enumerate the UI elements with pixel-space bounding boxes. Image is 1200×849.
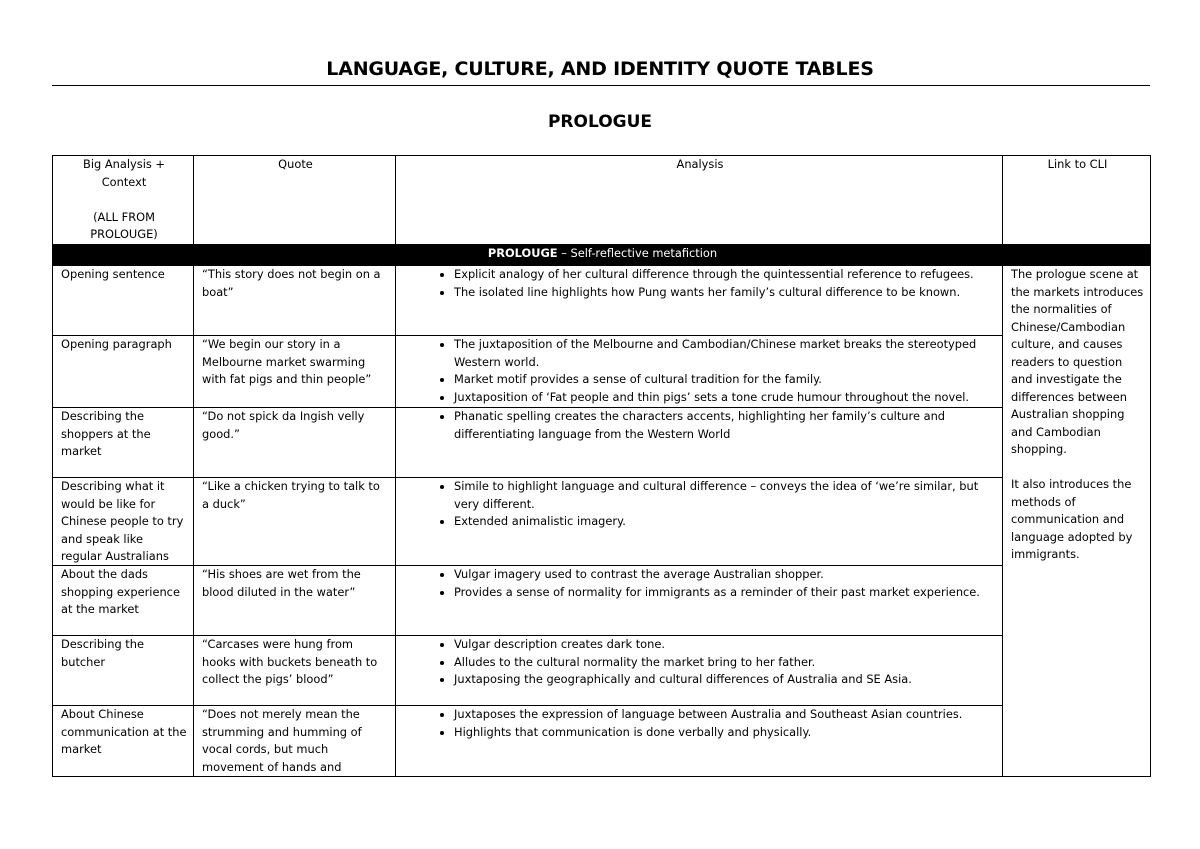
analysis-point: • Alludes to the cultural normality the market bring to her father.	[454, 654, 996, 672]
table-header-row	[53, 156, 1151, 245]
section-band-rest: – Self-reflective metafiction	[557, 246, 718, 260]
title-divider	[52, 85, 1150, 86]
quote-table	[52, 155, 1151, 777]
analysis-point: • Juxtaposing the geographically and cultural differences of Australia and SE Asia.	[454, 671, 996, 689]
analysis-point: • The juxtaposition of the Melbourne and Cambodian/Chinese market breaks the stereotyped Western world.	[454, 336, 996, 371]
context-text: Describing what it would be like for Chinese people to try and speak like regular Australians	[61, 479, 184, 563]
table-row	[53, 408, 1151, 478]
analysis-point: • Vulgar description creates dark tone.	[454, 636, 996, 654]
analysis-cell	[396, 478, 1003, 566]
context-cell: Opening paragraph	[53, 336, 194, 408]
analysis-point: • Simile to highlight language and cultural difference – conveys the idea of ‘we’re similar, but very different.	[454, 478, 996, 513]
section-band-bold: PROLOUGE	[487, 246, 558, 260]
analysis-cell	[396, 636, 1003, 706]
analysis-point: • Highlights that communication is done verbally and physically.	[454, 724, 996, 742]
table-row	[53, 566, 1151, 636]
header-quote: Quote	[194, 156, 396, 245]
quote-cell: “Do not spick da Ingish velly good.”	[194, 408, 396, 478]
link-to-cli-para2: It also introduces the methods of communication and language adopted by immigrants.	[1011, 477, 1133, 561]
section-title: PROLOGUE	[547, 112, 653, 132]
analysis-point: • Juxtaposition of ‘Fat people and thin pigs’ sets a tone crude humour throughout the novel.	[454, 389, 996, 407]
analysis-point: • Phanatic spelling creates the characters accents, highlighting her family’s culture and differentiating language from the Western World	[454, 408, 996, 443]
header-big-analysis-line1: Big Analysis + Context	[83, 157, 165, 189]
header-big-analysis-line2: (ALL FROM PROLOUGE)	[90, 209, 158, 241]
analysis-point: • Explicit analogy of her cultural difference through the quintessential reference to refugees.	[454, 266, 996, 284]
table-row	[53, 706, 1151, 777]
context-cell: About Chinese communication at the market	[53, 706, 194, 777]
context-cell: Describing the shoppers at the market	[53, 408, 194, 478]
context-cell	[53, 478, 194, 566]
quote-cell: “This story does not begin on a boat”	[194, 266, 396, 336]
table-row	[53, 636, 1151, 706]
context-cell: Describing the butcher	[53, 636, 194, 706]
link-to-cli-para1: The prologue scene at the markets introduces the normalities of Chinese/Cambodian culture, and causes readers to question and investigate the differences between Australian shopping and Cambodian shopping.	[1011, 267, 1144, 456]
analysis-point: • Vulgar imagery used to contrast the average Australian shopper.	[454, 566, 996, 584]
analysis-cell	[396, 408, 1003, 478]
analysis-cell	[396, 706, 1003, 777]
analysis-point: • The isolated line highlights how Pung wants her family’s cultural difference to be known.	[454, 284, 996, 302]
analysis-point: • Juxtaposes the expression of language between Australia and Southeast Asian countries.	[454, 706, 996, 724]
table-row	[53, 266, 1151, 336]
analysis-point: • Market motif provides a sense of cultural tradition for the family.	[454, 371, 996, 389]
table-row	[53, 478, 1151, 566]
header-analysis: Analysis	[396, 156, 1003, 245]
header-link-to-cli: Link to CLI	[1003, 156, 1151, 245]
quote-text: “Does not merely mean the strumming and humming of vocal cords, but much movement of hands and	[202, 707, 362, 774]
analysis-point: • Provides a sense of normality for immigrants as a reminder of their past market experience.	[454, 584, 996, 602]
header-big-analysis	[53, 156, 194, 245]
table-row	[53, 336, 1151, 408]
section-band	[53, 245, 1151, 266]
section-band-row	[53, 245, 1151, 266]
document-title: LANGUAGE, CULTURE, AND IDENTITY QUOTE TABLES	[326, 58, 874, 80]
context-cell: About the dads shopping experience at the market	[53, 566, 194, 636]
analysis-point: • Extended animalistic imagery.	[454, 513, 996, 531]
quote-cell	[194, 706, 396, 777]
analysis-cell	[396, 336, 1003, 408]
analysis-cell	[396, 266, 1003, 336]
quote-cell: “Like a chicken trying to talk to a duck”	[194, 478, 396, 566]
quote-cell: “His shoes are wet from the blood diluted in the water”	[194, 566, 396, 636]
quote-cell: “We begin our story in a Melbourne market swarming with fat pigs and thin people”	[194, 336, 396, 408]
link-to-cli-cell	[1003, 266, 1151, 777]
analysis-cell	[396, 566, 1003, 636]
context-cell: Opening sentence	[53, 266, 194, 336]
quote-cell: “Carcases were hung from hooks with buckets beneath to collect the pigs’ blood”	[194, 636, 396, 706]
